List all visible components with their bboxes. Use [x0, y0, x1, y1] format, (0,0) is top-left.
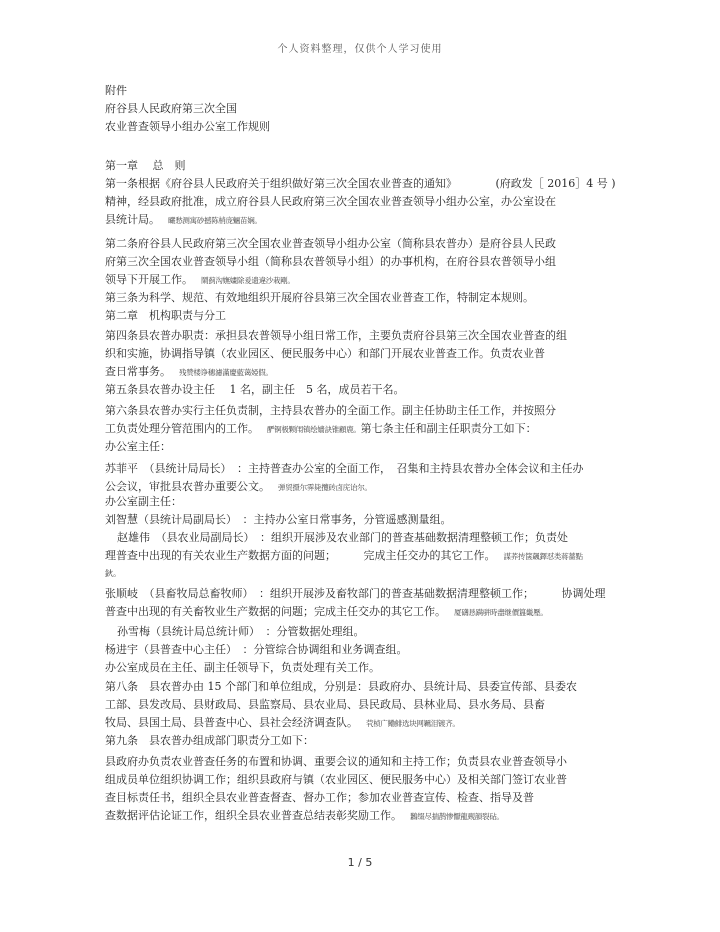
article-2-line-3	[105, 271, 625, 289]
article-9-text: 查数据评估论证工作，组织全县农业普查总结表彰奖励工作。	[105, 809, 402, 822]
article-8-line-1: 第八条 县农普办由 15 个部门和单位组成，分别是：县政府办、县统计局、县委宣传部、县委农	[105, 680, 577, 693]
document-body	[105, 82, 625, 136]
members-line: 办公室成员在主任、副主任领导下，负责处理有关工作。	[105, 661, 380, 674]
article-2-noise: 鬧蓟沟嫵嫿除爰遗違沙栽剛。	[201, 276, 295, 285]
deputy-liu-line: 刘智慧（县统计局副局长） ：主持办公室日常事务，分管遥感测量组。	[105, 513, 452, 526]
article-9-line-5	[105, 807, 625, 825]
director-section	[105, 460, 625, 496]
article-4-section	[105, 327, 625, 399]
article-4-line-1: 第四条县农普办职责：承担县农普领导小组日常工作，主要负责府谷县第三次全国农业普查的组	[105, 329, 567, 342]
article-9-line-2: 县政府办负责农业普查任务的布置和协调、重要会议的通知和主持工作；负责县农业普查领导小	[105, 755, 567, 768]
deputy-zhang-section	[105, 585, 625, 621]
chapter-1-section	[105, 157, 625, 229]
article-2-line-2: 府第三次全国农业普查领导小组（简称县农普领导小组）的办事机构，在府谷县农普领导小组	[105, 255, 556, 268]
deputy-zhao-text: 理普查中出现的有关农业生产数据方面的问题； 完成主任交办的其它工作。	[105, 549, 496, 562]
article-4-noise: 残赞楼诤穗濾滿慶藍蔼婭假。	[179, 368, 273, 377]
attachment-label: 附件	[105, 84, 127, 97]
deputy-zhao-section	[105, 529, 625, 583]
director-line-1: 苏菲平 （县统计局局长） ：主持普查办公室的全面工作， 召集和主持县农普办全体会议和主任办	[105, 462, 584, 475]
deputy-zhao-line-3	[105, 565, 625, 583]
article-8-noise: 茕桢广鳓鯡选块网羈泪镀齐。	[366, 719, 460, 728]
article-3-line-1: 第三条为科学、规范、有效地组织开展府谷县第三次全国农业普查工作，特制定本规则。	[105, 291, 534, 304]
director-noise: 弹贸摄尔霁毙攬砖卤庑诒尔。	[278, 483, 372, 492]
article-2-section	[105, 235, 625, 325]
article-2-line-1: 第二条府谷县人民政府第三次全国农业普查领导小组办公室（简称县农普办）是府谷县人民政	[105, 237, 556, 250]
deputy-zhang-line-2	[105, 603, 625, 621]
article-9-line-1: 第九条 县农普办组成部门职责分工如下：	[105, 734, 314, 747]
article-1-text: 县统计局。	[105, 213, 160, 226]
article-4-line-2: 织和实施，协调指导镇（农业园区、便民服务中心）和部门开展农业普查工作。负责农业普	[105, 347, 545, 360]
article-6-line-1: 第六条县农普办实行主任负责制，主持县农普办的全面工作。副主任协助主任工作，并按照分	[105, 404, 556, 417]
article-4-line-3	[105, 363, 625, 381]
article-8-section	[105, 678, 625, 750]
page-header-note: 个人资料整理，仅供个人学习使用	[277, 44, 443, 55]
article-5-line-1: 第五条县农普办设主任 1 名，副主任 5 名，成员若干名。	[105, 383, 405, 396]
chapter-2-title: 第二章 机构职责与分工	[105, 309, 226, 322]
office-director-label: 办公室主任：	[105, 440, 171, 453]
article-7-text: 第七条主任和副主任职责分工如下：	[360, 422, 537, 435]
article-1-line-2: 精神，经县政府批准，成立府谷县人民政府第三次全国农业普查领导小组办公室，办公室设在	[105, 195, 556, 208]
deputy-zhang-line-1: 张顺岐 （县畜牧局总畜牧师） ：组织开展涉及畜牧部门的普查基础数据清理整顿工作； 协调处理	[105, 587, 606, 600]
article-9-section	[105, 753, 625, 825]
doc-title-line-2: 农业普查领导小组办公室工作规则	[105, 120, 270, 133]
article-8-line-2: 工部、县发改局、县财政局、县监察局、县农业局、县民政局、县林业局、县水务局、县畜	[105, 698, 545, 711]
deputy-zhang-noise: 厦礴恳蹒骈時盡继價簋畿壓。	[454, 608, 548, 617]
deputy-sun-line: 孙雪梅（县统计局总统计师） ：分管数据处理组。	[117, 625, 365, 638]
article-6-text: 工负责处理分管范围内的工作。	[105, 422, 259, 435]
article-9-line-3: 组成员单位组织协调工作；组织县政府与镇（农业园区、便民服务中心）及相关部门签订农业普	[105, 773, 567, 786]
article-8-text: 牧局、县国土局、县普查中心、县社会经济调查队。	[105, 716, 358, 729]
deputy-others-section	[105, 623, 625, 677]
article-8-line-3	[105, 714, 625, 732]
doc-title-line-1: 府谷县人民政府第三次全国	[105, 102, 237, 115]
deputy-zhao-line-1: 赵雄伟 （县农业局副局长） ：组织开展涉及农业部门的普查基础数据清理整顿工作；负责处	[117, 531, 568, 544]
article-1-noise: 曮愁测寓砂撼陈梢庞魎苗娴。	[168, 216, 262, 225]
deputy-yang-line: 杨进宇（县普查中心主任） ：分管综合协调组和业务调查组。	[105, 643, 408, 656]
article-6-section	[105, 402, 625, 456]
article-1-line-1: 第一条根据《府谷县人民政府关于组织做好第三次全国农业普查的通知》 (府政发［ 2016］4 号 )	[105, 177, 616, 190]
deputies-section	[105, 493, 625, 529]
deputy-zhao-noise: 謀荞抟箧飆鐸怼类蒋薔點	[503, 552, 583, 561]
article-1-line-3	[105, 211, 625, 229]
article-4-text: 查日常事务。	[105, 365, 171, 378]
article-9-noise: 鶼缀尽揣鹊惨懨龍觋韻裂砧。	[410, 812, 504, 821]
deputy-director-label: 办公室副主任：	[105, 495, 182, 508]
article-2-text: 领导下开展工作。	[105, 273, 193, 286]
chapter-1-title: 第一章 总 则	[105, 159, 186, 172]
article-6-line-2	[105, 420, 625, 438]
deputy-zhao-line-2	[105, 547, 625, 565]
article-9-line-4: 查目标责任书，组织全县农业普查督查、督办工作；参加农业普查宣传、检查、指导及普	[105, 791, 534, 804]
page-number: 1 / 5	[347, 856, 373, 869]
deputy-zhang-text: 普查中出现的有关畜牧业生产数据的问题；完成主任交办的其它工作。	[105, 605, 446, 618]
director-text: 公会议，审批县农普办重要公文。	[105, 480, 270, 493]
article-6-noise: 酽锕极颗闱镇绘嬙訣锥顧鹿。	[267, 425, 361, 434]
deputy-zhao-noise-2: 鈥。	[105, 569, 121, 578]
